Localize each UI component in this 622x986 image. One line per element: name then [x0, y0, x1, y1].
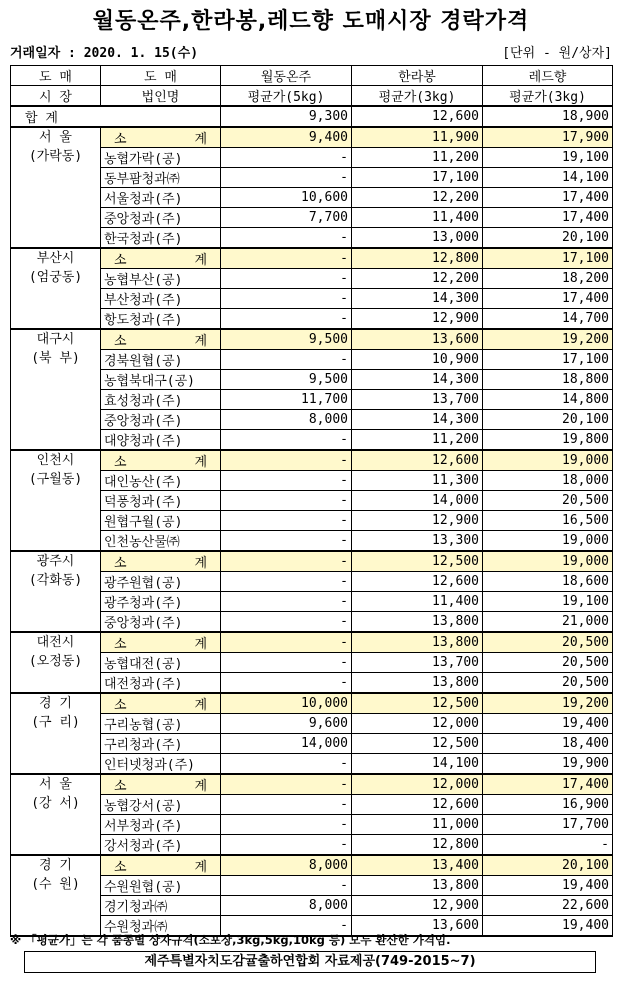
- price-cell-v3: 19,100: [483, 592, 613, 612]
- table-row: [11, 309, 613, 330]
- corp-name: 서울청과(주): [101, 188, 221, 208]
- header-corp: 도 매: [101, 66, 221, 86]
- table-row: [11, 511, 613, 531]
- price-cell-v3: 20,500: [483, 491, 613, 511]
- price-cell-v3: 20,100: [483, 855, 613, 876]
- market-name: 광주시 (각화동): [11, 551, 101, 632]
- price-cell-v2: 13,800: [352, 876, 483, 896]
- price-cell-v2: 14,300: [352, 289, 483, 309]
- price-cell-v3: 17,400: [483, 188, 613, 208]
- price-cell-v3: 19,200: [483, 693, 613, 714]
- price-cell-v1: -: [221, 450, 352, 471]
- price-cell-v2: 11,000: [352, 815, 483, 835]
- table-row: [11, 754, 613, 775]
- price-cell-v2: 14,000: [352, 491, 483, 511]
- corp-name: 인터넷청과(주): [101, 754, 221, 775]
- corp-name: 중앙청과(주): [101, 410, 221, 430]
- price-cell-v2: 12,000: [352, 714, 483, 734]
- price-cell-v1: -: [221, 511, 352, 531]
- price-cell-v3: 16,500: [483, 511, 613, 531]
- price-cell-v2: 13,800: [352, 632, 483, 653]
- price-cell-v2: 11,200: [352, 430, 483, 451]
- total-v3: 18,900: [483, 106, 613, 127]
- price-cell-v1: -: [221, 148, 352, 168]
- price-cell-v1: 9,500: [221, 370, 352, 390]
- corp-name: 수원청과㈜: [101, 916, 221, 937]
- corp-name: 서부청과(주): [101, 815, 221, 835]
- price-cell-v1: -: [221, 491, 352, 511]
- price-cell-v1: 8,000: [221, 855, 352, 876]
- price-cell-v1: -: [221, 168, 352, 188]
- header-col1: 월동온주: [221, 66, 352, 86]
- market-name: 대전시 (오정동): [11, 632, 101, 693]
- corp-name: 인천농산물㈜: [101, 531, 221, 552]
- total-v1: 9,300: [221, 106, 352, 127]
- subtotal-label: 소 계: [101, 855, 221, 876]
- price-cell-v1: -: [221, 531, 352, 552]
- price-cell-v2: 13,600: [352, 916, 483, 937]
- price-cell-v3: 17,100: [483, 350, 613, 370]
- price-cell-v3: 17,400: [483, 289, 613, 309]
- price-cell-v1: -: [221, 309, 352, 330]
- price-cell-v3: 17,100: [483, 248, 613, 269]
- price-cell-v2: 12,200: [352, 269, 483, 289]
- corp-name: 구리청과(주): [101, 734, 221, 754]
- price-cell-v3: 19,400: [483, 876, 613, 896]
- price-cell-v1: -: [221, 795, 352, 815]
- table-row: [11, 168, 613, 188]
- price-cell-v1: -: [221, 754, 352, 775]
- price-cell-v3: 14,800: [483, 390, 613, 410]
- table-row: [11, 208, 613, 228]
- price-cell-v2: 12,200: [352, 188, 483, 208]
- price-cell-v3: 19,000: [483, 450, 613, 471]
- subtotal-label: 소 계: [101, 248, 221, 269]
- table-row: [11, 531, 613, 552]
- corp-name: 동부팜청과㈜: [101, 168, 221, 188]
- corp-name: 덕풍청과(주): [101, 491, 221, 511]
- corp-name: 대전청과(주): [101, 673, 221, 694]
- price-cell-v1: 8,000: [221, 410, 352, 430]
- table-row: [11, 148, 613, 168]
- subtotal-row: [11, 693, 613, 714]
- table-row: [11, 835, 613, 856]
- table-row: [11, 269, 613, 289]
- price-cell-v3: 19,400: [483, 916, 613, 937]
- price-cell-v2: 13,700: [352, 653, 483, 673]
- price-cell-v1: 11,700: [221, 390, 352, 410]
- price-cell-v2: 11,300: [352, 471, 483, 491]
- subtotal-label: 소 계: [101, 632, 221, 653]
- price-cell-v2: 12,900: [352, 896, 483, 916]
- price-cell-v3: 19,000: [483, 551, 613, 572]
- price-cell-v2: 12,500: [352, 551, 483, 572]
- price-cell-v3: 19,800: [483, 430, 613, 451]
- price-cell-v2: 13,300: [352, 531, 483, 552]
- table-row: [11, 350, 613, 370]
- price-cell-v1: -: [221, 592, 352, 612]
- table-row: [11, 572, 613, 592]
- corp-name: 구리농협(공): [101, 714, 221, 734]
- header-col1-unit: 평균가(5kg): [221, 86, 352, 107]
- subtotal-row: [11, 632, 613, 653]
- price-cell-v2: 12,600: [352, 450, 483, 471]
- corp-name: 대인농산(주): [101, 471, 221, 491]
- price-cell-v3: 17,400: [483, 774, 613, 795]
- price-cell-v3: 19,100: [483, 148, 613, 168]
- price-cell-v1: -: [221, 350, 352, 370]
- price-cell-v3: 18,000: [483, 471, 613, 491]
- subtotal-row: [11, 127, 613, 148]
- market-name: 경 기 (구 리): [11, 693, 101, 774]
- price-cell-v2: 12,500: [352, 693, 483, 714]
- price-cell-v1: 8,000: [221, 896, 352, 916]
- corp-name: 수원원협(공): [101, 876, 221, 896]
- table-row: [11, 491, 613, 511]
- table-row: [11, 653, 613, 673]
- table-row: [11, 430, 613, 451]
- price-cell-v2: 14,300: [352, 410, 483, 430]
- price-cell-v1: 9,600: [221, 714, 352, 734]
- price-cell-v3: 20,100: [483, 228, 613, 249]
- price-cell-v1: -: [221, 815, 352, 835]
- footnote: ※ 「평균가」는 각 품종별 상자규격(소포장,3kg,5kg,10kg 등) 모두 환산한 가격임.: [10, 933, 451, 947]
- market-name: 대구시 (북 부): [11, 329, 101, 450]
- price-cell-v3: 22,600: [483, 896, 613, 916]
- table-row: [11, 188, 613, 208]
- price-cell-v2: 11,400: [352, 592, 483, 612]
- table-row: [11, 410, 613, 430]
- table-row: [11, 876, 613, 896]
- market-name: 부산시 (엄궁동): [11, 248, 101, 329]
- corp-name: 농협부산(공): [101, 269, 221, 289]
- corp-name: 경북원협(공): [101, 350, 221, 370]
- subtotal-label: 소 계: [101, 774, 221, 795]
- table-row: [11, 612, 613, 633]
- price-cell-v2: 14,100: [352, 754, 483, 775]
- price-cell-v3: 20,500: [483, 632, 613, 653]
- corp-name: 효성청과(주): [101, 390, 221, 410]
- subtotal-row: [11, 774, 613, 795]
- corp-name: 한국청과(주): [101, 228, 221, 249]
- price-cell-v3: 17,400: [483, 208, 613, 228]
- price-cell-v3: 17,900: [483, 127, 613, 148]
- table-row: [11, 228, 613, 249]
- table-row: [11, 370, 613, 390]
- corp-name: 농협강서(공): [101, 795, 221, 815]
- price-cell-v2: 14,300: [352, 370, 483, 390]
- subtotal-label: 소 계: [101, 693, 221, 714]
- corp-name: 강서청과(주): [101, 835, 221, 856]
- price-cell-v2: 12,900: [352, 309, 483, 330]
- price-cell-v1: -: [221, 471, 352, 491]
- table-row: [11, 390, 613, 410]
- price-cell-v2: 13,400: [352, 855, 483, 876]
- price-cell-v2: 12,500: [352, 734, 483, 754]
- price-cell-v1: -: [221, 916, 352, 937]
- total-label: 합 계: [11, 106, 221, 127]
- corp-name: 부산청과(주): [101, 289, 221, 309]
- source-credit: 제주특별자치도감귤출하연합회 자료제공(749-2015~7): [24, 951, 596, 973]
- subtotal-label: 소 계: [101, 551, 221, 572]
- price-cell-v1: -: [221, 551, 352, 572]
- price-cell-v1: 10,000: [221, 693, 352, 714]
- price-cell-v2: 11,900: [352, 127, 483, 148]
- header-col3-unit: 평균가(3kg): [483, 86, 613, 107]
- subtotal-row: [11, 855, 613, 876]
- header-market: 도 매: [11, 66, 101, 86]
- price-cell-v3: 17,700: [483, 815, 613, 835]
- price-cell-v2: 13,800: [352, 612, 483, 633]
- subtotal-label: 소 계: [101, 450, 221, 471]
- corp-name: 농협북대구(공): [101, 370, 221, 390]
- table-row: [11, 673, 613, 694]
- subtotal-row: [11, 248, 613, 269]
- price-cell-v3: 20,500: [483, 673, 613, 694]
- price-cell-v2: 17,100: [352, 168, 483, 188]
- price-cell-v2: 12,900: [352, 511, 483, 531]
- corp-name: 항도청과(주): [101, 309, 221, 330]
- market-name: 경 기 (수 원): [11, 855, 101, 936]
- market-name: 서 울 (강 서): [11, 774, 101, 855]
- price-cell-v2: 13,000: [352, 228, 483, 249]
- market-name: 인천시 (구월동): [11, 450, 101, 551]
- corp-name: 원협구월(공): [101, 511, 221, 531]
- total-v2: 12,600: [352, 106, 483, 127]
- price-table: [10, 65, 613, 937]
- meta-row: [10, 42, 612, 60]
- header-market-2: 시 장: [11, 86, 101, 107]
- price-cell-v2: 12,800: [352, 248, 483, 269]
- price-cell-v3: 19,400: [483, 714, 613, 734]
- price-cell-v3: 20,500: [483, 653, 613, 673]
- price-cell-v1: -: [221, 572, 352, 592]
- price-cell-v3: 19,900: [483, 754, 613, 775]
- header-corp-2: 법인명: [101, 86, 221, 107]
- table-row: [11, 815, 613, 835]
- price-cell-v2: 10,900: [352, 350, 483, 370]
- price-cell-v2: 12,600: [352, 572, 483, 592]
- price-cell-v3: -: [483, 835, 613, 856]
- corp-name: 광주청과(주): [101, 592, 221, 612]
- price-cell-v3: 14,700: [483, 309, 613, 330]
- page-title: 월동온주,한라봉,레드향 도매시장 경락가격: [92, 9, 530, 34]
- unit-label: [단위 - 원/상자]: [502, 46, 612, 61]
- price-cell-v1: -: [221, 876, 352, 896]
- price-cell-v1: -: [221, 835, 352, 856]
- price-cell-v2: 12,800: [352, 835, 483, 856]
- table-row: [11, 471, 613, 491]
- subtotal-label: 소 계: [101, 127, 221, 148]
- corp-name: 농협대전(공): [101, 653, 221, 673]
- header-col2-unit: 평균가(3kg): [352, 86, 483, 107]
- subtotal-row: [11, 450, 613, 471]
- header-col2: 한라봉: [352, 66, 483, 86]
- price-cell-v2: 13,700: [352, 390, 483, 410]
- market-name: 서 울 (가락동): [11, 127, 101, 248]
- price-cell-v3: 18,800: [483, 370, 613, 390]
- table-row: [11, 714, 613, 734]
- table-row: [11, 289, 613, 309]
- price-cell-v2: 13,600: [352, 329, 483, 350]
- subtotal-row: [11, 551, 613, 572]
- corp-name: 중앙청과(주): [101, 208, 221, 228]
- price-cell-v2: 13,800: [352, 673, 483, 694]
- price-cell-v1: -: [221, 653, 352, 673]
- price-cell-v3: 19,000: [483, 531, 613, 552]
- price-cell-v3: 20,100: [483, 410, 613, 430]
- price-cell-v1: -: [221, 673, 352, 694]
- price-cell-v1: -: [221, 612, 352, 633]
- price-cell-v3: 18,200: [483, 269, 613, 289]
- price-cell-v2: 12,600: [352, 795, 483, 815]
- table-row: [11, 896, 613, 916]
- table-row: [11, 734, 613, 754]
- price-cell-v3: 16,900: [483, 795, 613, 815]
- price-cell-v1: -: [221, 248, 352, 269]
- corp-name: 대양청과(주): [101, 430, 221, 451]
- corp-name: 광주원협(공): [101, 572, 221, 592]
- corp-name: 중앙청과(주): [101, 612, 221, 633]
- price-cell-v1: 9,400: [221, 127, 352, 148]
- price-cell-v1: 10,600: [221, 188, 352, 208]
- subtotal-label: 소 계: [101, 329, 221, 350]
- price-cell-v1: 9,500: [221, 329, 352, 350]
- price-cell-v2: 11,200: [352, 148, 483, 168]
- price-cell-v3: 14,100: [483, 168, 613, 188]
- trade-date: 거래일자 : 2020. 1. 15(수): [10, 46, 199, 61]
- table-row: [11, 795, 613, 815]
- price-cell-v1: 14,000: [221, 734, 352, 754]
- price-cell-v3: 19,200: [483, 329, 613, 350]
- table-row: [11, 592, 613, 612]
- price-cell-v3: 21,000: [483, 612, 613, 633]
- subtotal-row: [11, 329, 613, 350]
- price-cell-v2: 12,000: [352, 774, 483, 795]
- price-cell-v1: -: [221, 269, 352, 289]
- price-cell-v1: -: [221, 774, 352, 795]
- corp-name: 농협가락(공): [101, 148, 221, 168]
- price-cell-v1: -: [221, 228, 352, 249]
- price-cell-v3: 18,600: [483, 572, 613, 592]
- total-row: [11, 106, 613, 127]
- price-cell-v1: 7,700: [221, 208, 352, 228]
- price-cell-v1: -: [221, 430, 352, 451]
- price-cell-v1: -: [221, 289, 352, 309]
- price-cell-v1: -: [221, 632, 352, 653]
- price-cell-v2: 11,400: [352, 208, 483, 228]
- header-col3: 레드향: [483, 66, 613, 86]
- corp-name: 경기청과㈜: [101, 896, 221, 916]
- price-cell-v3: 18,400: [483, 734, 613, 754]
